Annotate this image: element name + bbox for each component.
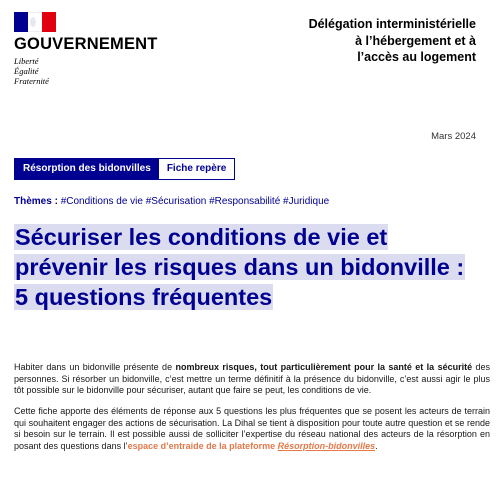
themes-label: Thèmes : xyxy=(14,196,58,207)
logo-text: GOUVERNEMENT xyxy=(14,35,158,53)
description-text: Cette fiche apporte des éléments de réponse aux 5 questions les plus fréquentes que se posent les acteurs de terrain qui souhaitent engager des actions de sécurisation. La Dihal se tient à disposition pour toute autre question et se rende si besoin sur le terrain. Il est possible aussi de solliciter l’expertise du réseau national des acteurs de la résorption en posant des questions dans l’ xyxy=(14,406,490,451)
description-end: . xyxy=(375,440,378,451)
organization-line: Délégation interministérielle xyxy=(308,17,476,31)
document-tags xyxy=(14,158,235,180)
platform-link-italic: Résorption-bidonvilles xyxy=(277,440,376,451)
publication-date: Mars 2024 xyxy=(431,131,476,142)
french-flag-icon xyxy=(14,12,56,32)
platform-link-text: espace d’entraide de la plateforme xyxy=(127,440,278,451)
title-line: prévenir les risques dans un bidonville : xyxy=(15,254,465,280)
organization-line: l’accès au logement xyxy=(357,50,476,64)
motto-line: Égalité xyxy=(14,66,39,76)
themes-hashtags: #Conditions de vie #Sécurisation #Responsabilité #Juridique xyxy=(60,196,330,207)
republic-motto xyxy=(14,56,158,86)
motto-line: Liberté xyxy=(14,56,39,66)
organization-line: à l’hébergement et à xyxy=(355,33,476,48)
intro-text: Habiter dans un bidonville présente de xyxy=(14,362,176,372)
tag-resorption: Résorption des bidonvilles xyxy=(15,159,159,179)
intro-text-end: des personnes. Si résorber un bidonville, c’est mettre un terme définitif à la présence du bidonville, c’est aussi agir le plus tôt possible sur le bidonville pour sécuriser, autant que faire se peut, les conditions de vie. xyxy=(14,362,490,395)
motto-line: Fraternité xyxy=(14,76,49,86)
title-line: Sécuriser les conditions de vie et xyxy=(15,224,388,250)
government-logo xyxy=(14,12,158,86)
platform-link[interactable] xyxy=(128,441,376,451)
organization-name xyxy=(309,16,476,66)
description-paragraph xyxy=(14,406,490,452)
document-title xyxy=(14,222,494,312)
intro-paragraph xyxy=(14,362,490,397)
tag-fiche-repere: Fiche repère xyxy=(159,159,234,179)
intro-bold: nombreux risques, tout particulièrement pour la santé et la sécurité xyxy=(175,362,473,372)
title-line: 5 questions fréquentes xyxy=(15,284,273,310)
themes-line xyxy=(14,196,329,207)
